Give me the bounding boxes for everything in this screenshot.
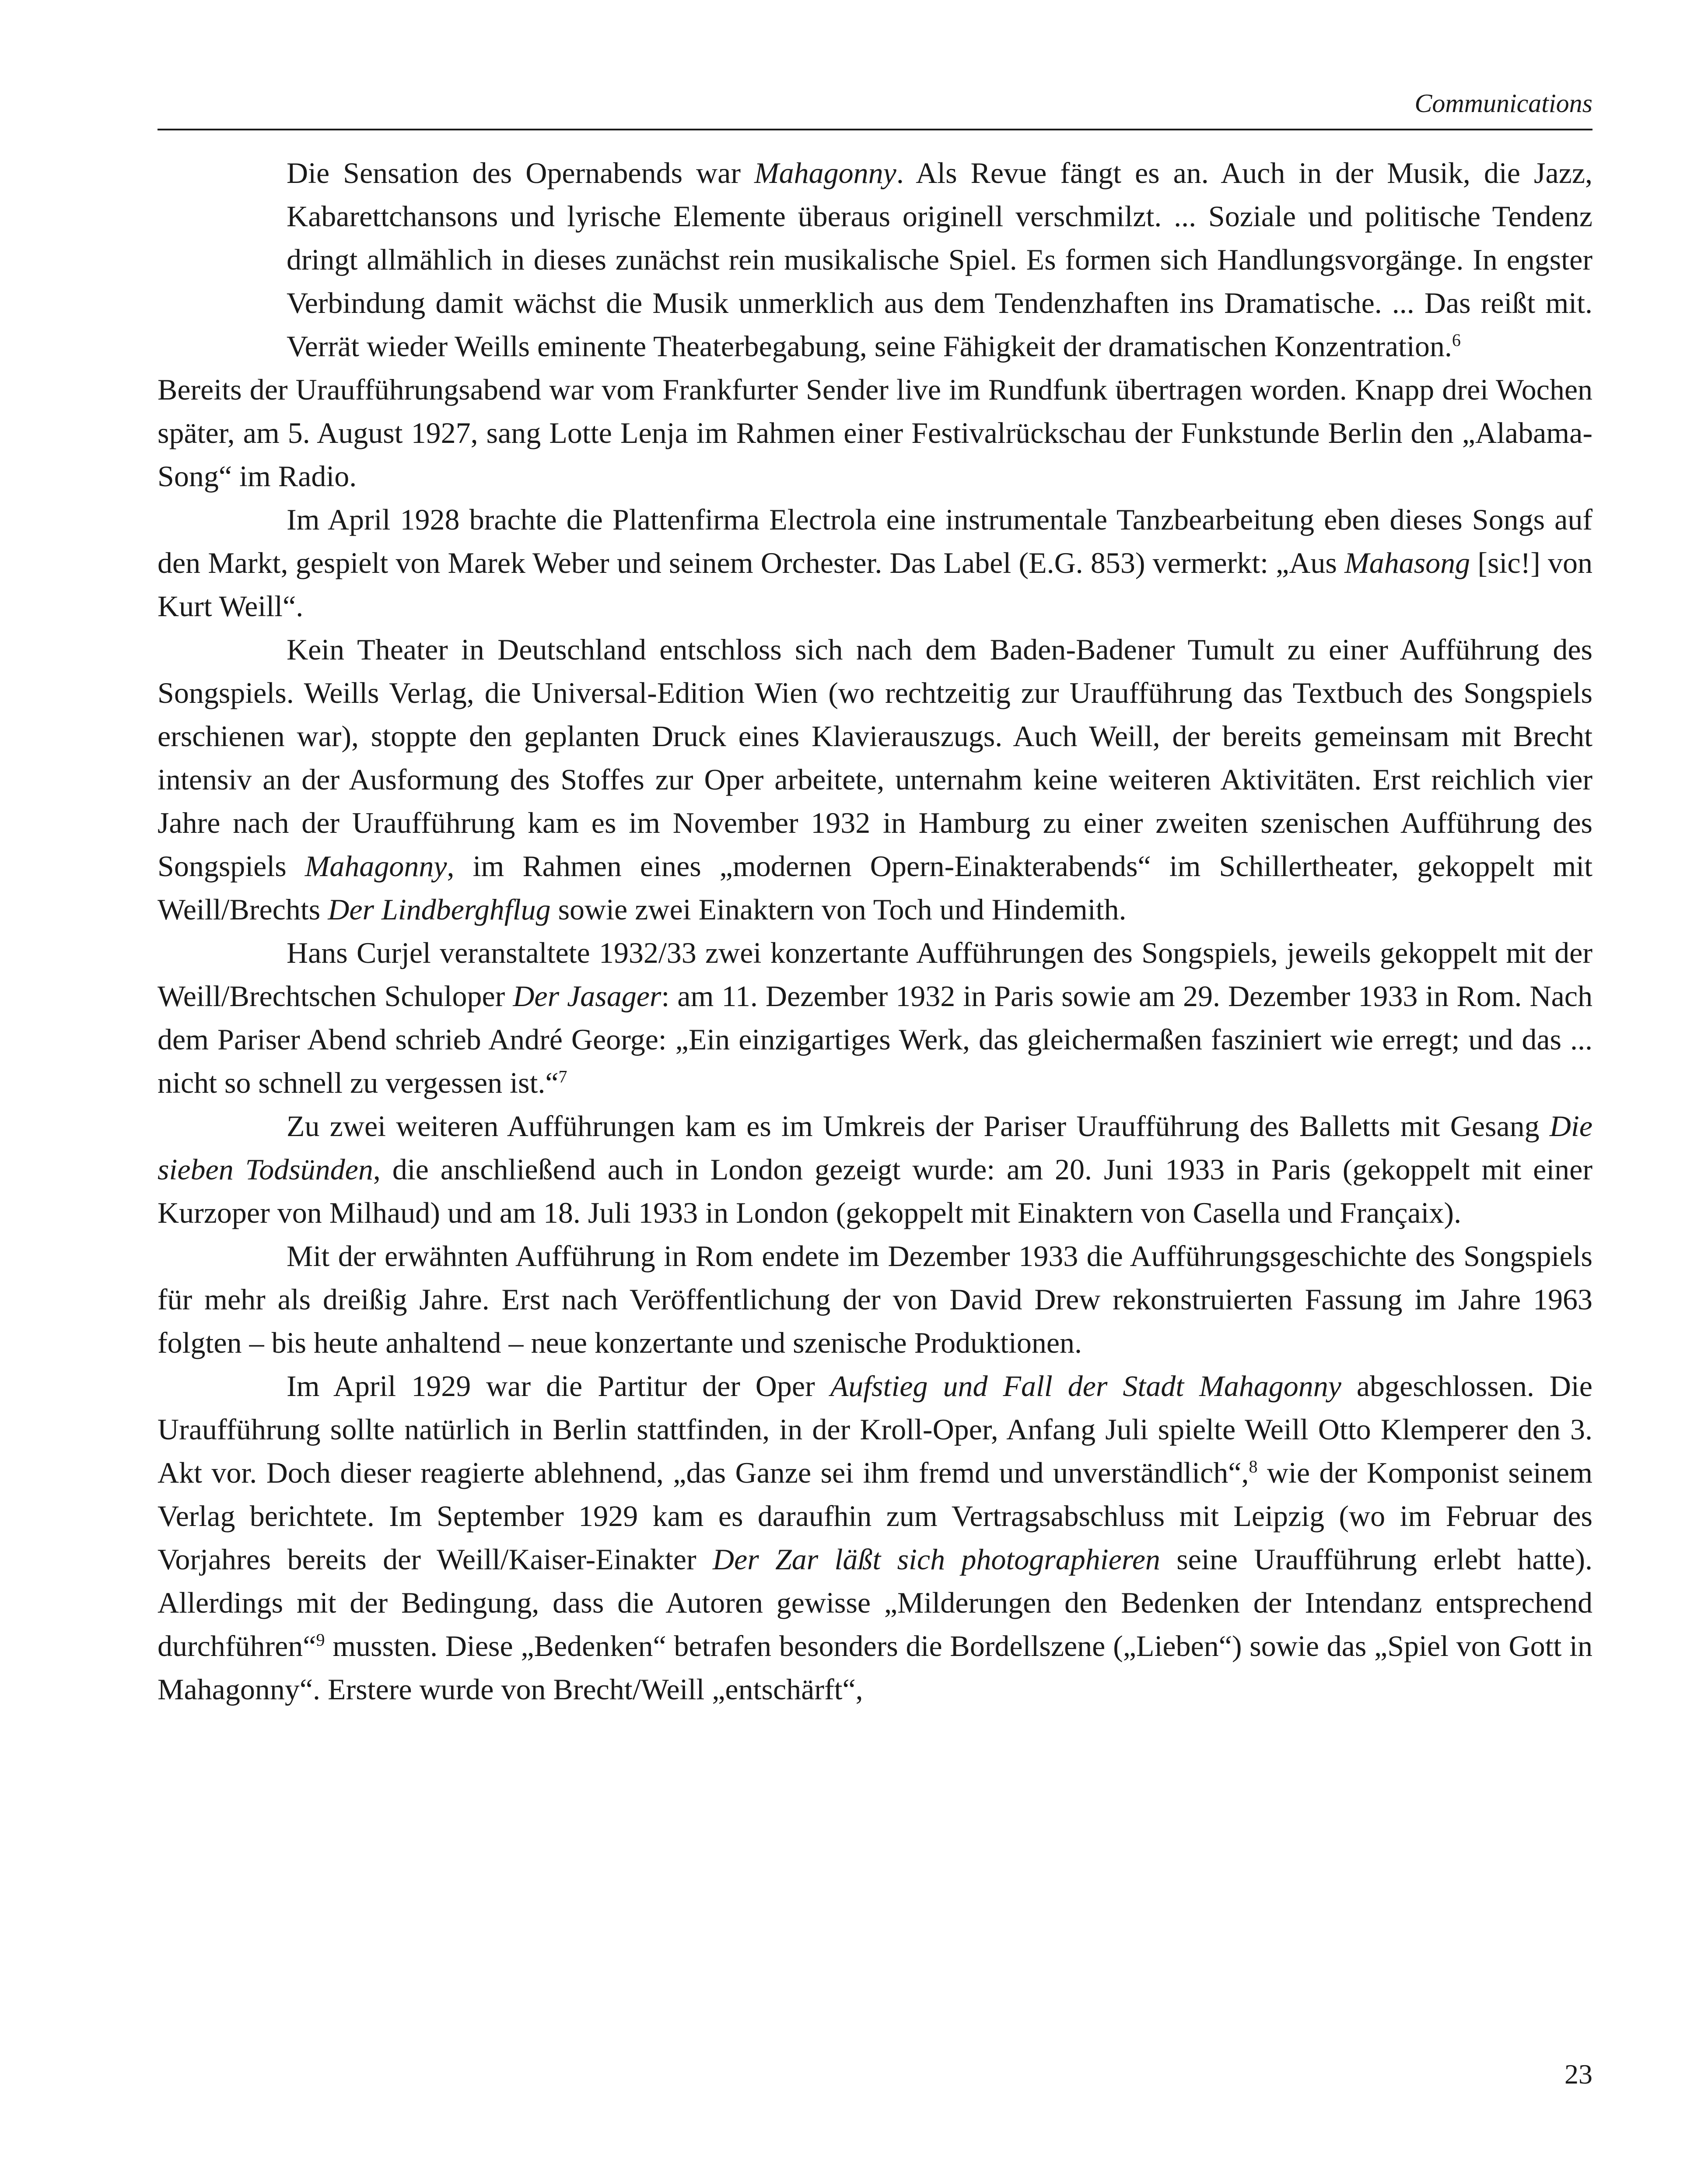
- text-run: Zu zwei weiteren Aufführungen kam es im Umkreis der Pariser Uraufführung des Balletts mit Gesang: [287, 1109, 1550, 1143]
- text-run: Im April 1929 war die Partitur der Oper: [287, 1369, 830, 1403]
- work-title: Mahasong: [1344, 546, 1470, 579]
- header-rule: [158, 129, 1592, 130]
- paragraph: Mit der erwähnten Aufführung in Rom endete im Dezember 1933 die Aufführungsgeschichte des Songspiels für mehr als dreißig Jahre. Erst nach Veröffentlichung der von David Drew rekonstruierten Fassung im Jahre 1963 folgten – bis heute anhaltend – neue konzertante und szenische Produktionen.: [158, 1239, 1592, 1359]
- running-head: Communications: [1414, 89, 1592, 118]
- paragraph: Bereits der Uraufführungsabend war vom Frankfurter Sender live im Rundfunk übertragen worden. Knapp drei Wochen später, am 5. August 1927, sang Lotte Lenja im Rahmen einer Festivalrückschau der Funkstunde Berlin den „Alabama-Song“ im Radio.: [158, 373, 1592, 493]
- work-title: Mahagonny: [754, 156, 896, 189]
- paragraph: [158, 931, 1592, 1105]
- work-title: Der Zar läßt sich photographieren: [712, 1543, 1160, 1576]
- text-run: [sic!] von Kurt Weill“.: [158, 546, 1592, 623]
- text-run: , im Rahmen eines „modernen Opern-Einakterabends“ im Schillertheater, gekoppelt mit Weill/Brechts: [158, 849, 1592, 926]
- quote-text: Die Sensation des Opernabends war: [287, 156, 754, 189]
- text-run: Kein Theater in Deutschland entschloss sich nach dem Baden-Badener Tumult zu einer Aufführung des Songspiels. Weills Verlag, die Universal-Edition Wien (wo rechtzeitig zur Uraufführung das Textbuch des Songspiels erschienen war), stoppte den geplanten Druck eines Klavierauszugs. Auch Weill, der bereits gemeinsam mit Brecht intensiv an der Ausformung des Stoffes zur Oper arbeitete, unternahm keine weiteren Aktivitäten. Erst reichlich vier Jahre nach der Uraufführung kam es im November 1932 in Hamburg zu einer zweiten szenischen Aufführung des Songspiels: [158, 633, 1592, 883]
- quote-text: . Als Revue fängt es an. Auch in der Musik, die Jazz, Kabarettchansons und lyrische Elemente überaus originell verschmilzt. ... Soziale und politische Tendenz dringt allmählich in dieses zunächst rein musikalische Spiel. Es formen sich Handlungsvorgänge. In engster Verbindung damit wächst die Musik unmerklich aus dem Tendenzhaften ins Dramatische. ... Das reißt mit. Verrät wieder Weills eminente Theaterbegabung, seine Fähigkeit der dramatischen Konzentration.: [287, 156, 1592, 363]
- work-title: Mahagonny: [304, 849, 447, 883]
- text-run: , die anschließend auch in London gezeigt wurde: am 20. Juni 1933 in Paris (gekoppelt mit einer Kurzoper von Milhaud) und am 18. Juli 1933 in London (gekoppelt mit Einaktern von Casella und Françaix).: [158, 1153, 1592, 1229]
- text-run: mussten. Diese „Bedenken“ betrafen besonders die Bordellszene („Lieben“) sowie das „Spiel von Gott in Mahagonny“. Erstere wurde von Brecht/Weill „entschärft“,: [158, 1629, 1592, 1706]
- text-run: : am 11. Dezember 1932 in Paris sowie am 29. Dezember 1933 in Rom. Nach dem Pariser Abend schrieb André George: „Ein einzigartiges Werk, das gleichermaßen fasziniert wie erregt; und das ... nicht so schnell zu vergessen ist.“: [158, 979, 1592, 1099]
- footnote-marker: 7: [558, 1066, 567, 1087]
- footnote-marker: 9: [316, 1630, 325, 1650]
- block-quote: [158, 151, 1592, 368]
- text-run: abgeschlossen. Die Uraufführung sollte natürlich in Berlin stattfinden, in der Kroll-Oper, Anfang Juli spielte Weill Otto Klemperer den 3. Akt vor. Doch dieser reagierte ablehnend, „das Ganze sei ihm fremd und unverständlich“,: [158, 1369, 1592, 1489]
- body-text: [158, 151, 1592, 1711]
- footnote-marker: 6: [1452, 330, 1461, 350]
- work-title: Die sieben Todsünden: [158, 1109, 1592, 1186]
- work-title: Aufstieg und Fall der Stadt Mahagonny: [830, 1369, 1341, 1403]
- page-number: 23: [1564, 2059, 1592, 2090]
- paragraph: [158, 1105, 1592, 1235]
- paragraph: [158, 498, 1592, 628]
- text-run: Hans Curjel veranstaltete 1932/33 zwei konzertante Aufführungen des Songspiels, jeweils gekoppelt mit der Weill/Brechtschen Schuloper: [158, 936, 1592, 1013]
- footnote-marker: 8: [1249, 1456, 1258, 1477]
- work-title: Der Lindberghflug: [328, 893, 551, 926]
- text-run: sowie zwei Einaktern von Toch und Hindemith.: [550, 893, 1127, 926]
- text-run: wie der Komponist seinem Verlag berichtete. Im September 1929 kam es daraufhin zum Vertragsabschluss mit Leipzig (wo im Februar des Vorjahres bereits der Weill/Kaiser-Einakter: [158, 1456, 1592, 1576]
- work-title: Der Jasager: [513, 979, 662, 1013]
- text-run: Im April 1928 brachte die Plattenfirma Electrola eine instrumentale Tanzbearbeitung eben dieses Songs auf den Markt, gespielt von Marek Weber und seinem Orchester. Das Label (E.G. 853) vermerkt: „Aus: [158, 503, 1592, 579]
- paragraph: [158, 628, 1592, 931]
- paragraph: [158, 1365, 1592, 1711]
- text-run: seine Uraufführung erlebt hatte). Allerdings mit der Bedingung, dass die Autoren gewisse „Milderungen den Bedenken der Intendanz entsprechend durchführen“: [158, 1543, 1593, 1663]
